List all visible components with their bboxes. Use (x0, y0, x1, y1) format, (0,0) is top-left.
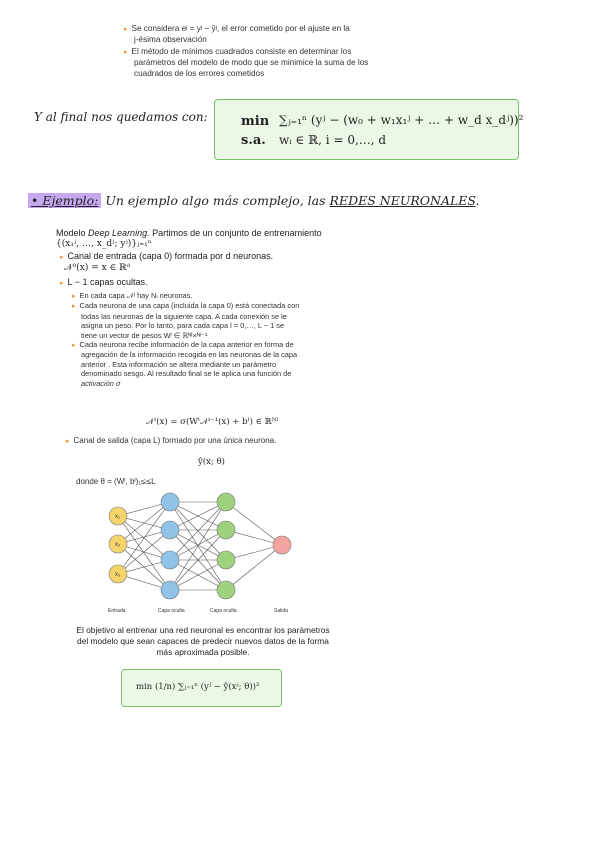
hidden-neuron (217, 493, 235, 511)
connection-edge (226, 502, 282, 545)
hidden-neuron (161, 493, 179, 511)
theta-definition: donde θ = (Wˡ, bˡ)₁≤ₗ≤L (76, 477, 156, 486)
example-tag: • Ejemplo: (28, 193, 101, 208)
hidden-neuron (161, 581, 179, 599)
bullet-error: ▸ Se considera eʲ = yʲ − ŷʲ, el error cometido por el ajuste en la j-ésima observación (124, 24, 350, 45)
input-neuron-label: x₁ (115, 514, 121, 520)
diagram-label-hidden-2: Capa oculta (210, 608, 237, 614)
triangle-bullet-icon: ▸ (124, 26, 128, 33)
handwritten-note: Y al final nos quedamos con: (34, 110, 208, 124)
hidden-sub-1: ▸ En cada capa 𝒩ˡ hay Nₗ neuronas. (72, 291, 193, 300)
diagram-label-output: Salida (274, 608, 288, 614)
loss-expression: min (1/n) ∑ⱼ₌₁ⁿ (yʲ − ŷ(xʲ; θ))² (136, 682, 260, 692)
dataset-formula: {(x₁ʲ, …, x_dʲ; yʲ)}ⱼ₌₁ⁿ (56, 239, 152, 249)
hidden-sub-2: ▸ Cada neurona de una capa (incluida la capa 0) está conectada con todas las neuronas de la siguiente capa. A cada conexión se le asigna un peso. Por lo tanto, para cada capa l = 0,…, L − 1 se tiene un vector de pesos Wˡ ∈ ℝᴺˡ×ᴺˡ⁻¹ (72, 301, 300, 340)
input-neuron-label: x₂ (115, 542, 121, 548)
input-layer-bullet: ▸ Canal de entrada (capa 0) formada por d neuronas. (60, 251, 274, 261)
st-expression: wᵢ ∈ ℝ, i = 0,…, d (279, 133, 387, 147)
hidden-sub-3: ▸ Cada neurona recibe información de la capa anterior en forma de agregación de la información recogida en las neuronas de la capa anterior . Esta información se altera mediante un parámetro denominado sesgo. Al resultado final se le aplica una función de activación σ (72, 340, 298, 388)
min-label: min (241, 114, 270, 129)
min-expression: ∑ⱼ₌₁ⁿ (yʲ − (w₀ + w₁x₁ʲ + … + w_d x_dʲ))² (279, 113, 524, 127)
st-label: s.a. (241, 133, 266, 148)
triangle-bullet-icon: ▸ (124, 48, 128, 56)
neural-network-diagram (90, 488, 330, 616)
top-bullets (124, 24, 414, 79)
bullet-least-squares: ▸ El método de mínimos cuadrados consiste en determinar los parámetros del modelo de modo que se minimice la suma de los cuadrados de los errores cometidos (124, 46, 369, 78)
hidden-neuron (161, 551, 179, 569)
input-neuron-label: x₃ (115, 572, 121, 578)
hidden-neuron (161, 521, 179, 539)
example-line: • Ejemplo: Un ejemplo algo más complejo, las REDES NEURONALES. (28, 193, 480, 208)
objective-text: El objetivo al entrenar una red neuronal es encontrar los parámetros del modelo que sean capaces de predecir nuevos datos de la forma más aproximada posible. (76, 625, 330, 657)
hidden-neuron (217, 521, 235, 539)
model-title: Modelo Deep Learning. Partimos de un conjunto de entrenamiento (56, 228, 322, 238)
diagram-label-hidden-1: Capa oculta (158, 608, 185, 614)
output-layer-bullet: ▸ Canal de salida (capa L) formado por una única neurona. (66, 436, 277, 445)
neural-networks-title: REDES NEURONALES (329, 193, 476, 208)
output-equation: ŷ(x; θ) (198, 457, 225, 467)
optimization-box-1 (214, 99, 524, 160)
hidden-neuron (217, 581, 235, 599)
diagram-label-input: Entrada (108, 608, 126, 614)
connection-edge (226, 545, 282, 590)
hidden-neuron (217, 551, 235, 569)
input-equation: 𝒩⁰(x) = x ∈ ℝᵈ (64, 263, 131, 273)
optimization-box-2 (121, 669, 282, 707)
layer-equation: 𝒩ˡ(x) = σ(Wˡ𝒩ˡ⁻¹(x) + bˡ) ∈ ℝᴺˡ (146, 417, 279, 427)
hidden-layers-bullet: ▸ L − 1 capas ocultas. (60, 277, 148, 287)
model-section (56, 228, 352, 388)
output-neuron (273, 536, 291, 554)
